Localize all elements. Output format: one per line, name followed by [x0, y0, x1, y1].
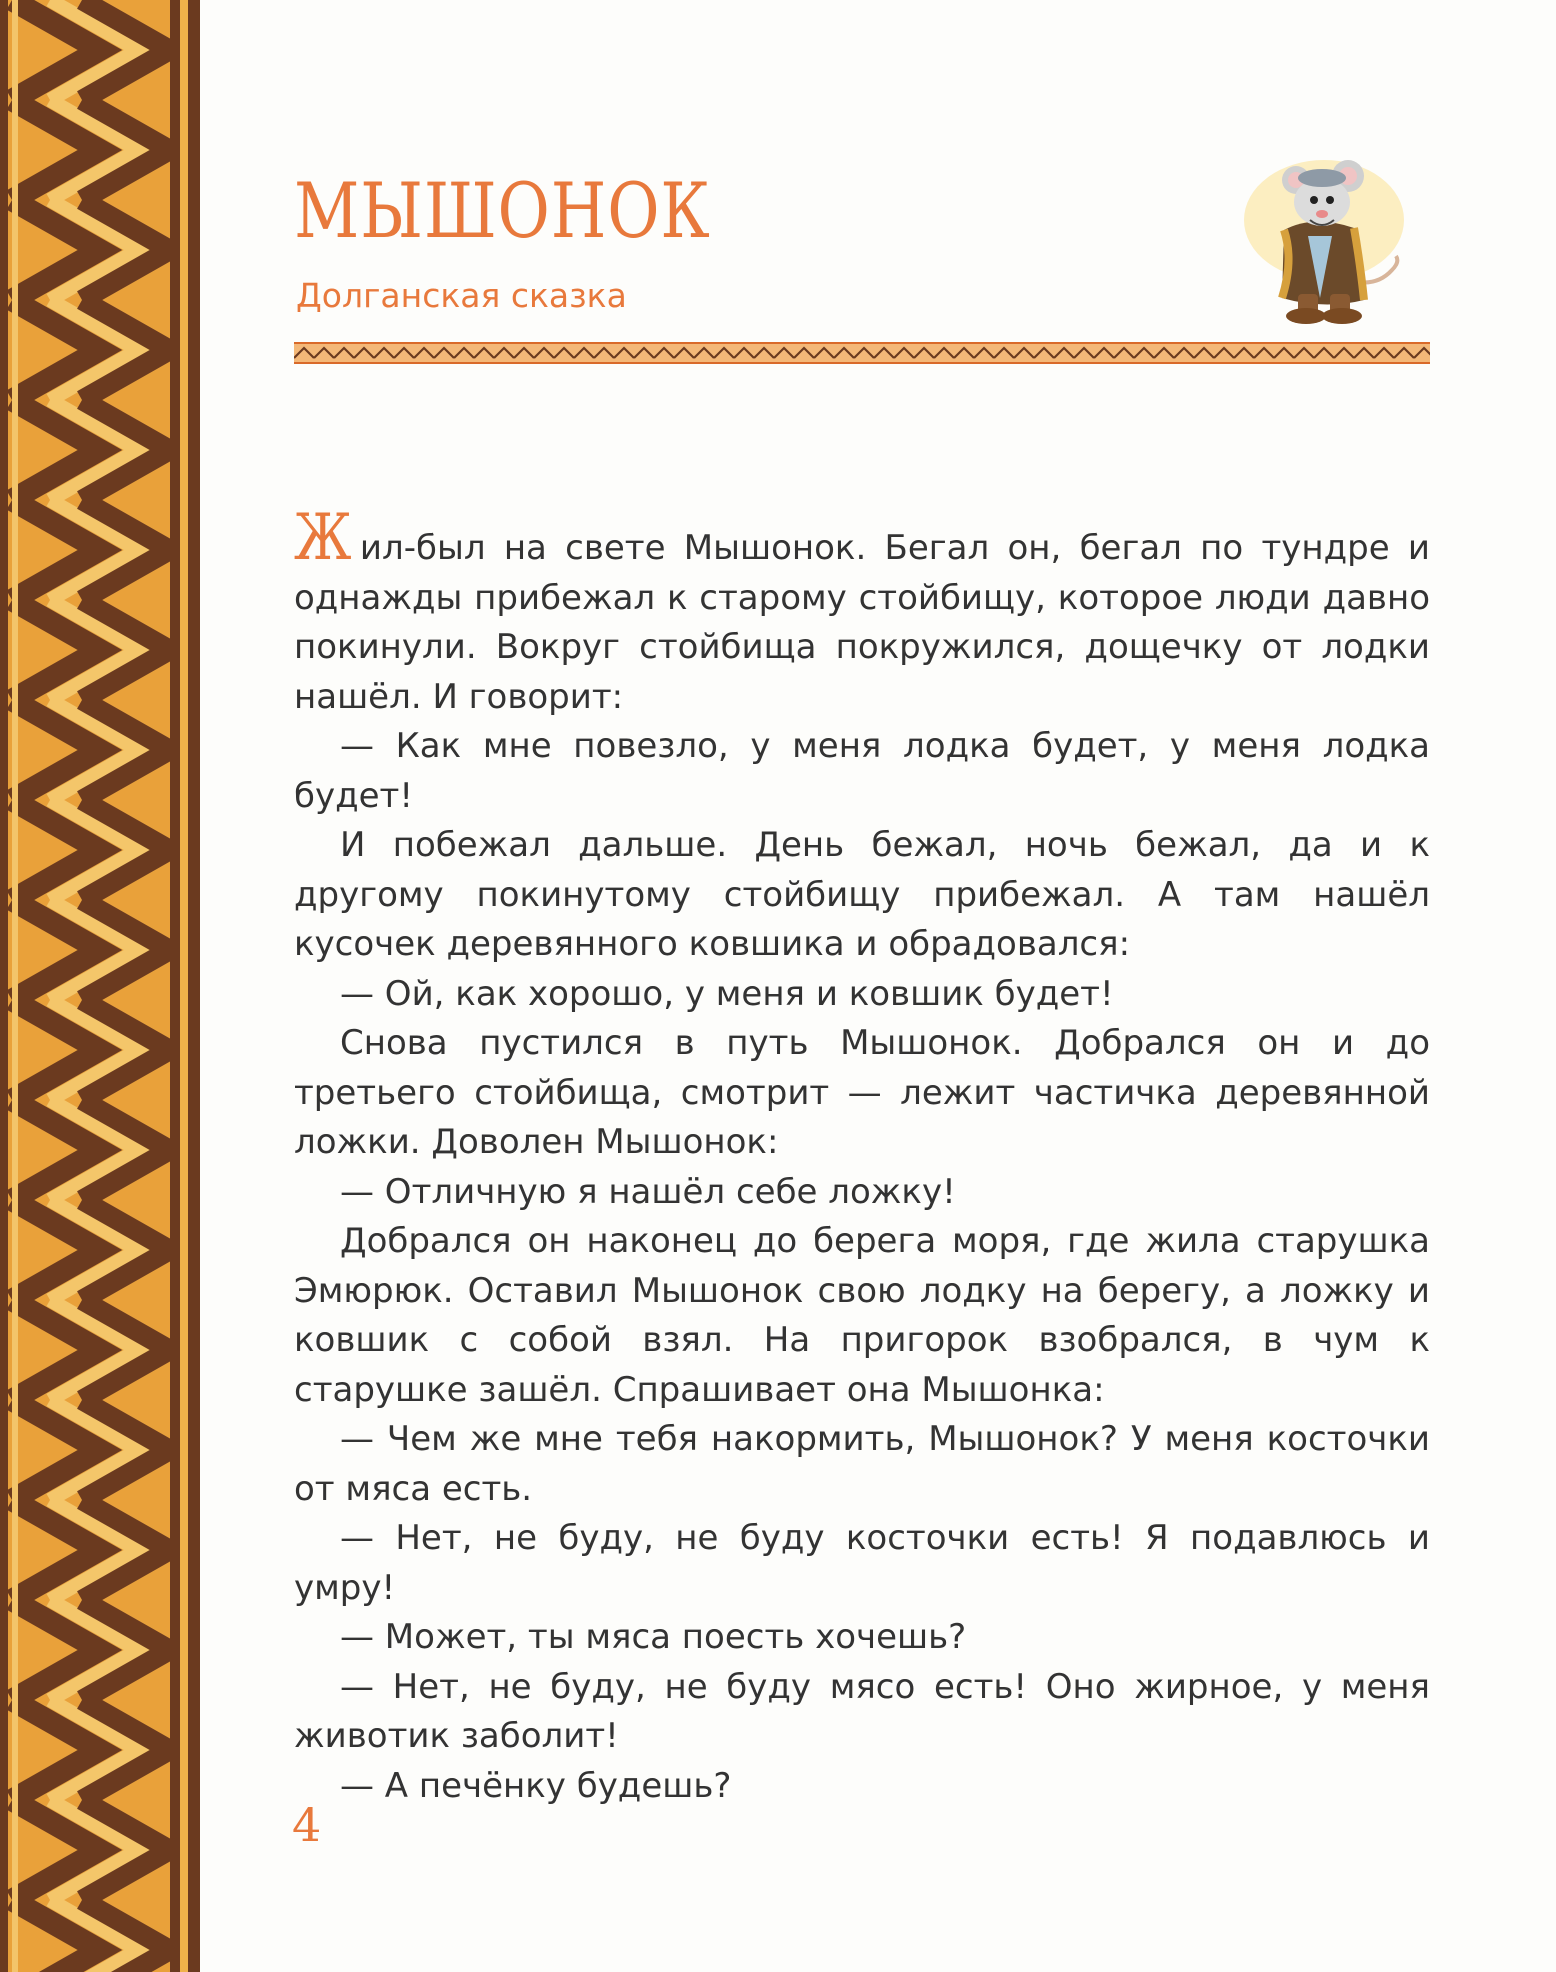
story-paragraph: — Отличную я нашёл себе ложку!: [340, 1171, 956, 1212]
story-paragraph: — Чем же мне тебя накормить, Мышонок? У меня косточки от мяса есть.: [294, 1419, 1430, 1509]
story-text: [294, 501, 1430, 1811]
ornamental-border: [0, 0, 200, 1972]
story-paragraph: Добрался он наконец до берега моря, где жила старушка Эмюрюк. Оставил Мышонок свою лодку на берегу, а ложку и ковшик с собой взял. На пригорок взобрался, в чум к старушке зашёл. Спрашивает она Мышонка:: [294, 1221, 1430, 1410]
story-paragraph: Снова пустился в путь Мышонок. Добрался он и до третьего стойбища, смотрит — лежит частичка деревянной ложки. Доволен Мышонок:: [294, 1023, 1430, 1162]
drop-cap: Ж: [294, 501, 352, 575]
story-paragraph: — Нет, не буду, не буду мясо есть! Оно жирное, у меня животик заболит!: [294, 1666, 1430, 1756]
story-paragraph: — Может, ты мяса поесть хочешь?: [340, 1617, 967, 1657]
story-paragraph: И побежал дальше. День бежал, ночь бежал, да и к другому покинутому стойбищу прибежал. А там нашёл кусочек деревянного ковшика и обрадовался:: [294, 825, 1430, 964]
story-paragraph: — Ой, как хорошо, у меня и ковшик будет!: [340, 973, 1114, 1014]
story-paragraph: — А печёнку будешь?: [340, 1765, 732, 1806]
page-number: 4: [292, 1798, 322, 1852]
ornamental-divider: [294, 342, 1430, 364]
mouse-in-fur-coat-illustration: [1224, 150, 1424, 330]
story-paragraph: — Как мне повезло, у меня лодка будет, у меня лодка будет!: [294, 726, 1430, 816]
story-paragraph: — Нет, не буду, не буду косточки есть! Я подавлюсь и умру!: [294, 1518, 1430, 1608]
story-subtitle: Долганская сказка: [296, 276, 627, 315]
story-title: МЫШОНОК: [294, 166, 711, 255]
story-paragraph: Жил-был на свете Мышонок. Бегал он, бегал по тундре и однажды прибежал к старому стойбищу, которое люди давно покинули. Вокруг стойбища покружился, дощечку от лодки нашёл. И говорит:: [294, 501, 1430, 717]
